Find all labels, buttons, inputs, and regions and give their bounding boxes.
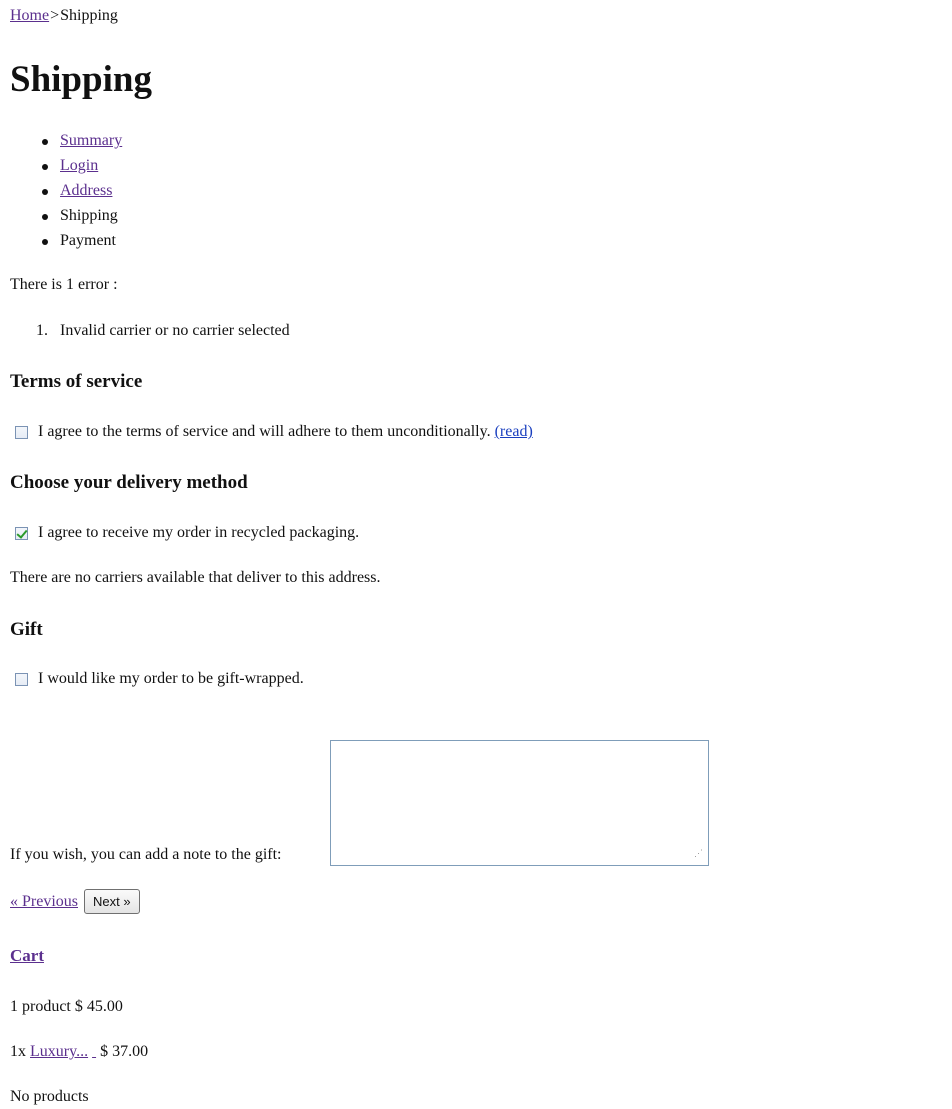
terms-checkbox-label[interactable]: I agree to the terms of service and will adhere to them unconditionally.	[38, 423, 491, 440]
terms-checkbox[interactable]	[15, 426, 28, 439]
step-payment: Payment	[38, 230, 122, 255]
no-products-message: No products	[10, 1088, 89, 1105]
error-list	[36, 320, 290, 342]
cart-item	[10, 1043, 148, 1061]
step-summary-link[interactable]: Summary	[60, 132, 123, 149]
gift-note-textarea[interactable]	[330, 740, 709, 866]
cart-item-remove-link[interactable]	[92, 1043, 96, 1060]
delivery-heading: Choose your delivery method	[10, 472, 248, 493]
step-summary[interactable]	[38, 130, 122, 155]
terms-row	[15, 423, 533, 441]
no-carriers-message: There are no carriers available that deliver to this address.	[10, 569, 381, 586]
gift-row	[15, 670, 304, 688]
step-navigation	[10, 889, 140, 914]
breadcrumb-current: Shipping	[60, 7, 118, 24]
previous-link[interactable]: « Previous	[10, 892, 78, 910]
terms-read-link[interactable]: (read)	[494, 423, 533, 440]
error-item	[36, 320, 290, 342]
checkout-steps	[38, 130, 122, 255]
gift-heading: Gift	[10, 619, 43, 640]
cart-summary: 1 product $ 45.00	[10, 998, 123, 1015]
cart-title-link[interactable]: Cart	[10, 946, 44, 965]
step-address-link[interactable]: Address	[60, 182, 113, 199]
next-button[interactable]: Next »	[84, 889, 140, 914]
resize-grip-icon[interactable]: ⋰	[694, 848, 703, 858]
breadcrumb-separator: >	[50, 7, 60, 24]
breadcrumb-home-link[interactable]: Home	[10, 7, 50, 24]
recycled-checkbox-label[interactable]: I agree to receive my order in recycled packaging.	[38, 524, 360, 541]
error-number: 1.	[36, 322, 48, 339]
cart-item-qty: 1x	[10, 1043, 26, 1060]
gift-wrap-checkbox[interactable]	[15, 673, 28, 686]
step-login[interactable]	[38, 155, 122, 180]
cart-item-price: $ 37.00	[100, 1043, 149, 1060]
page-title: Shipping	[10, 59, 152, 100]
gift-wrap-label[interactable]: I would like my order to be gift-wrapped.	[38, 670, 304, 687]
gift-note-label: If you wish, you can add a note to the gift:	[10, 846, 282, 863]
terms-heading: Terms of service	[10, 371, 143, 392]
recycled-checkbox[interactable]	[15, 527, 28, 540]
breadcrumb	[10, 7, 118, 25]
step-shipping: Shipping	[38, 205, 122, 230]
step-login-link[interactable]: Login	[60, 157, 99, 174]
recycled-row	[15, 524, 359, 542]
error-text: Invalid carrier or no carrier selected	[60, 322, 290, 339]
error-heading: There is 1 error :	[10, 276, 118, 293]
cart-item-link[interactable]: Luxury...	[30, 1043, 89, 1060]
step-address[interactable]	[38, 180, 122, 205]
